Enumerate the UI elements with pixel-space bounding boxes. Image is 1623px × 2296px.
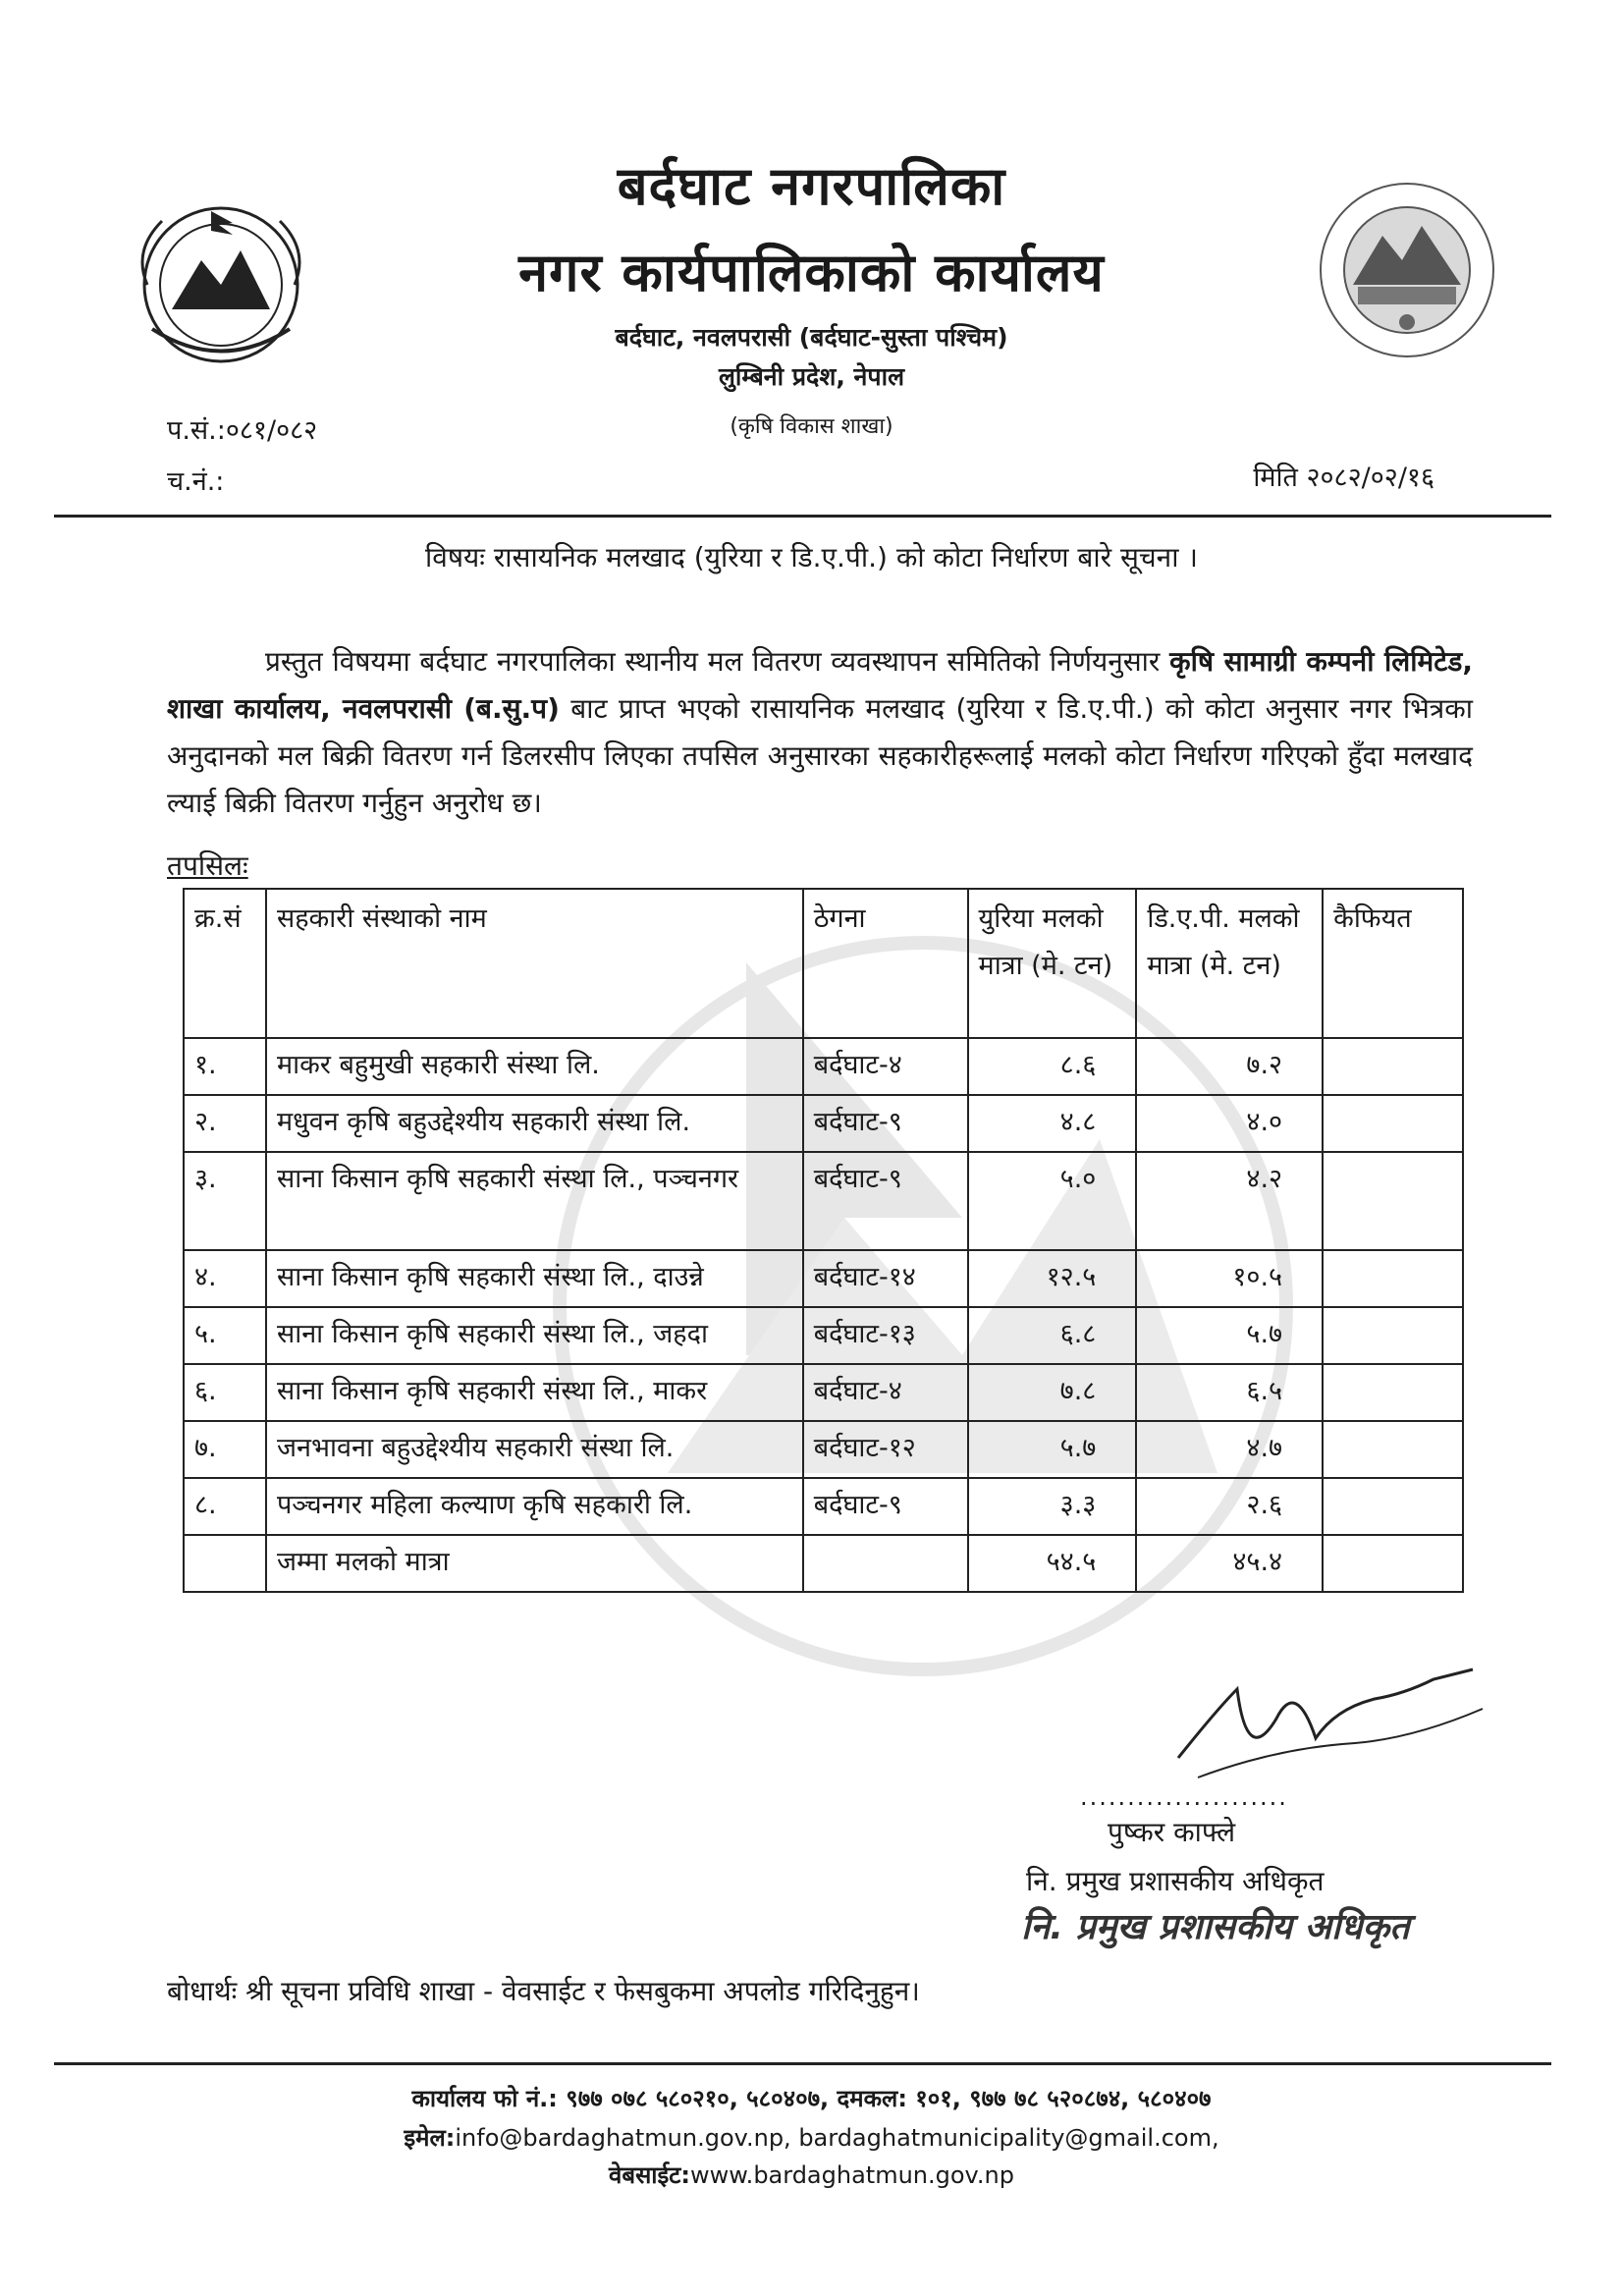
- cell-name: साना किसान कृषि सहकारी संस्था लि., माकर: [266, 1364, 803, 1421]
- footer-phone: कार्यालय फो नं.: ९७७ ०७८ ५८०२१०, ५८०४०७, दमकल: १०१, ९७७ ७८ ५२०८७४, ५८०४०७: [411, 2085, 1212, 2112]
- cell-remarks: [1323, 1307, 1463, 1364]
- cell-address: बर्दघाट-४: [803, 1038, 968, 1095]
- signature-line: ......................: [1080, 1783, 1288, 1811]
- branch-name: (कृषि विकास शाखा): [730, 414, 893, 439]
- web-label: वेबसाईट:: [609, 2161, 690, 2189]
- reference-number: प.सं.:०८१/०८२: [167, 415, 318, 446]
- table-row: [184, 1307, 1463, 1364]
- table-row: [184, 1152, 1463, 1250]
- cell-name: जनभावना बहुउद्देश्यीय सहकारी संस्था लि.: [266, 1421, 803, 1478]
- municipality-name: बर्दघाट नगरपालिका: [617, 155, 1006, 217]
- cell-sn: ४.: [184, 1250, 266, 1307]
- table-row: [184, 1364, 1463, 1421]
- cell-sn: ७.: [184, 1421, 266, 1478]
- cell-remarks: [1323, 1152, 1463, 1250]
- header-sn: क्र.सं: [184, 889, 266, 1038]
- cell-address: बर्दघाट-१४: [803, 1250, 968, 1307]
- cell-urea: ५.०: [968, 1152, 1137, 1250]
- table-row: [184, 1038, 1463, 1095]
- cell-urea: ८.६: [968, 1038, 1137, 1095]
- cell-sn: ३.: [184, 1152, 266, 1250]
- website-link[interactable]: www.bardaghatmun.gov.np: [690, 2161, 1014, 2189]
- cell-name: साना किसान कृषि सहकारी संस्था लि., दाउन्ने: [266, 1250, 803, 1307]
- cell-urea: ३.३: [968, 1478, 1137, 1535]
- cell-dap: ७.२: [1136, 1038, 1323, 1095]
- signatory-post: नि. प्रमुख प्रशासकीय अधिकृत: [1026, 1865, 1325, 1897]
- table-row: [184, 1095, 1463, 1152]
- table-header-row: [184, 889, 1463, 1038]
- cell-sn: ६.: [184, 1364, 266, 1421]
- province-line: लुम्बिनी प्रदेश, नेपाल: [718, 362, 905, 391]
- cell-sn: ५.: [184, 1307, 266, 1364]
- body-text-bold: कृषि सामाग्री कम्पनी लिमिटेड, शाखा कार्यालय, नवलपरासी (ब.सु.प): [167, 645, 1473, 725]
- cell-dap: ६.५: [1136, 1364, 1323, 1421]
- header-address: ठेगना: [803, 889, 968, 1038]
- cell-remarks: [1323, 1038, 1463, 1095]
- cell-dap: २.६: [1136, 1478, 1323, 1535]
- total-dap: ४५.४: [1136, 1535, 1323, 1592]
- cell-dap: ४.७: [1136, 1421, 1323, 1478]
- cell-address: बर्दघाट-९: [803, 1152, 968, 1250]
- letter-date: मिति २०८२/०२/१६: [1253, 463, 1434, 493]
- cell-remarks: [1323, 1250, 1463, 1307]
- footer-web-line: [0, 2159, 1623, 2191]
- cell-address: बर्दघाट-१२: [803, 1421, 968, 1478]
- cell-name: साना किसान कृषि सहकारी संस्था लि., जहदा: [266, 1307, 803, 1364]
- cc-note: बोधार्थः श्री सूचना प्रविधि शाखा - वेवसाईट र फेसबुकमा अपलोड गरिदिनुहुन।: [167, 1975, 920, 2007]
- cell-remarks: [1323, 1095, 1463, 1152]
- cell-dap: १०.५: [1136, 1250, 1323, 1307]
- cell-dap: ४.२: [1136, 1152, 1323, 1250]
- cell-sn: [184, 1535, 266, 1592]
- cell-urea: ७.८: [968, 1364, 1137, 1421]
- header-dap: डि.ए.पी. मलको मात्रा (मे. टन): [1136, 889, 1323, 1038]
- cell-sn: १.: [184, 1038, 266, 1095]
- cell-remarks: [1323, 1535, 1463, 1592]
- cell-urea: ५.७: [968, 1421, 1137, 1478]
- quota-table: [183, 888, 1464, 1593]
- cell-name: माकर बहुमुखी सहकारी संस्था लि.: [266, 1038, 803, 1095]
- cell-dap: ४.०: [1136, 1095, 1323, 1152]
- cell-remarks: [1323, 1364, 1463, 1421]
- header-divider: [54, 515, 1551, 518]
- table-row: [184, 1478, 1463, 1535]
- cell-address: बर्दघाट-१३: [803, 1307, 968, 1364]
- footer-divider: [54, 2062, 1551, 2065]
- cell-remarks: [1323, 1421, 1463, 1478]
- header-remarks: कैफियत: [1323, 889, 1463, 1038]
- table-row: [184, 1421, 1463, 1478]
- cell-dap: ५.७: [1136, 1307, 1323, 1364]
- cell-remarks: [1323, 1478, 1463, 1535]
- letter-subject: विषयः रासायनिक मलखाद (युरिया र डि.ए.पी.) को कोटा निर्धारण बारे सूचना ।: [425, 541, 1198, 574]
- cell-sn: २.: [184, 1095, 266, 1152]
- table-total-row: [184, 1535, 1463, 1592]
- table-row: [184, 1250, 1463, 1307]
- cell-name: साना किसान कृषि सहकारी संस्था लि., पञ्चनगर: [266, 1152, 803, 1250]
- header-name: सहकारी संस्थाको नाम: [266, 889, 803, 1038]
- signature-scribble-icon: [1159, 1650, 1492, 1797]
- office-name: नगर कार्यपालिकाको कार्यालय: [518, 242, 1105, 303]
- details-label: तपसिलः: [167, 849, 248, 882]
- signatory-name: पुष्कर काफ्ले: [1108, 1816, 1236, 1848]
- header-urea: युरिया मलको मात्रा (मे. टन): [968, 889, 1137, 1038]
- cell-address: बर्दघाट-९: [803, 1095, 968, 1152]
- body-text-1: प्रस्तुत विषयमा बर्दघाट नगरपालिका स्थानीय मल वितरण व्यवस्थापन समितिको निर्णयनुसार: [265, 645, 1170, 678]
- cell-urea: १२.५: [968, 1250, 1137, 1307]
- cell-name: मधुवन कृषि बहुउद्देश्यीय सहकारी संस्था लि.: [266, 1095, 803, 1152]
- dispatch-number: च.नं.:: [167, 466, 225, 497]
- office-address: बर्दघाट, नवलपरासी (बर्दघाट-सुस्ता पश्चिम): [615, 323, 1008, 352]
- cell-address: [803, 1535, 968, 1592]
- cell-name: पञ्चनगर महिला कल्याण कृषि सहकारी लि.: [266, 1478, 803, 1535]
- cell-urea: ४.८: [968, 1095, 1137, 1152]
- email-label: इमेल:: [404, 2124, 456, 2152]
- email-link[interactable]: info@bardaghatmun.gov.np, bardaghatmunicipality@gmail.com,: [455, 2124, 1219, 2152]
- cell-address: बर्दघाट-९: [803, 1478, 968, 1535]
- letter-body: [167, 638, 1473, 827]
- total-urea: ५४.५: [968, 1535, 1137, 1592]
- cell-urea: ६.८: [968, 1307, 1137, 1364]
- body-text-2: बाट प्राप्त भएको रासायनिक मलखाद (युरिया र डि.ए.पी.) को कोटा अनुसार नगर भित्रका अनुदानको मल बिक्री वितरण गर्न डिलरसीप लिएका तपसिल अनुसारका सहकारीहरूलाई मलको कोटा निर्धारण गरिएको हुँदा मलखाद ल्याई बिक्री वितरण गर्नुहुन अनुरोध छ।: [167, 692, 1474, 819]
- cell-sn: ८.: [184, 1478, 266, 1535]
- cell-address: बर्दघाट-४: [803, 1364, 968, 1421]
- signatory-stamp: नि. प्रमुख प्रशासकीय अधिकृत: [1021, 1907, 1410, 1947]
- total-label: जम्मा मलको मात्रा: [266, 1535, 803, 1592]
- footer-email-line: [0, 2121, 1623, 2154]
